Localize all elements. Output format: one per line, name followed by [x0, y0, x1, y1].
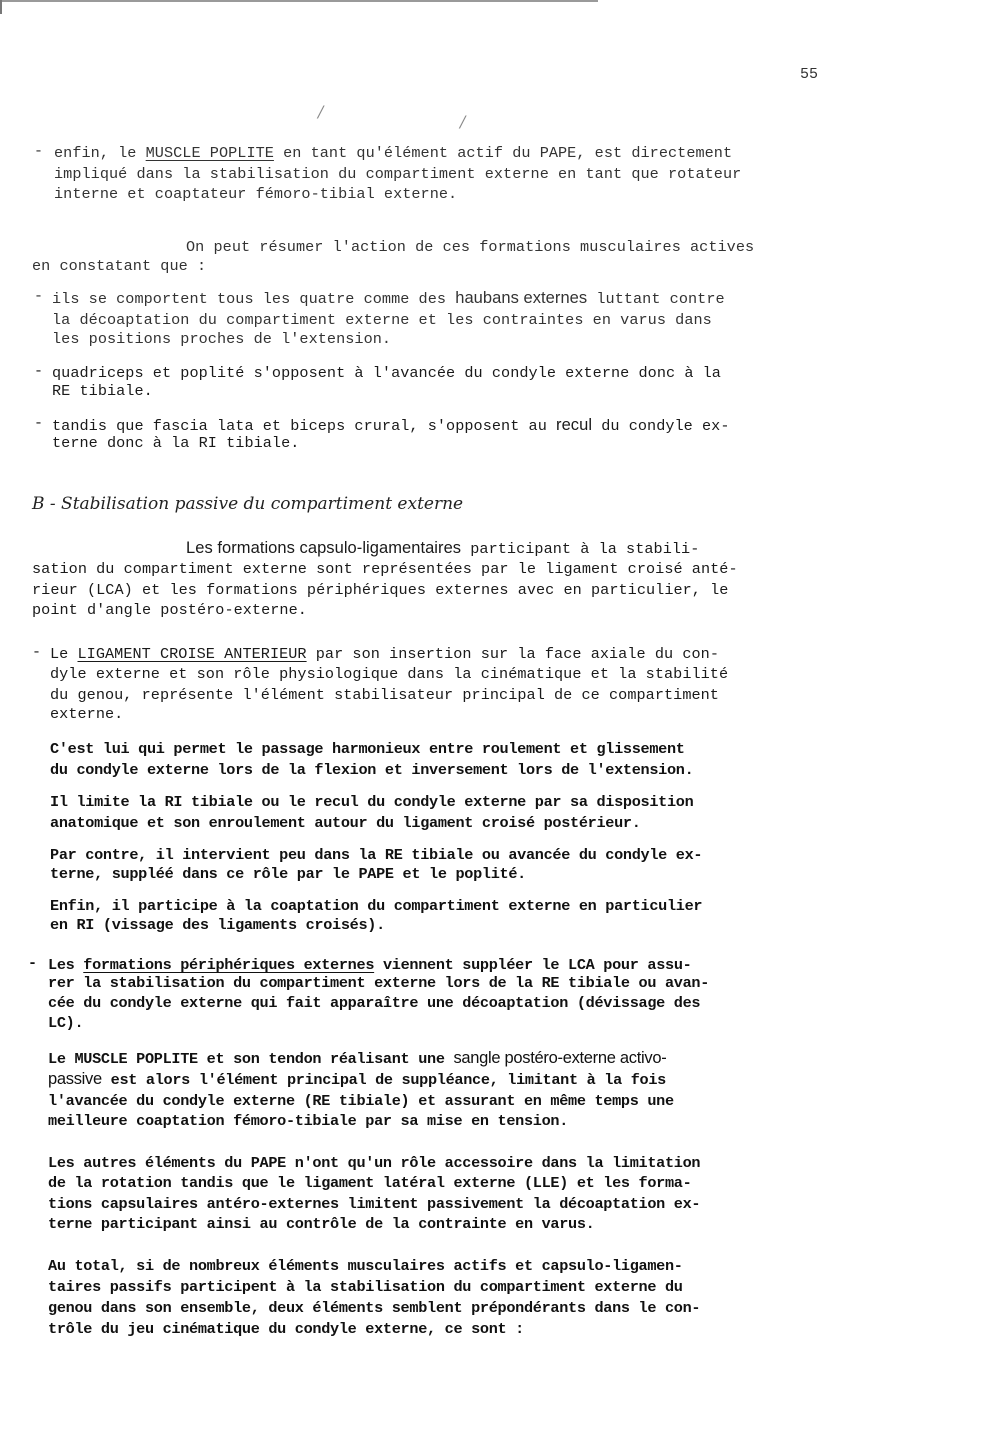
paragraph-line: l'avancée du condyle externe (RE tibiale) et assurant en même temps une [48, 1092, 674, 1110]
scan-top-border [0, 0, 598, 2]
underlined-term: MUSCLE POPLITE [145, 144, 274, 162]
text: enfin, le [54, 144, 146, 162]
paragraph-line: quadriceps et poplité s'opposent à l'avancée du condyle externe donc à la [52, 364, 721, 382]
paragraph-line: genou dans son ensemble, deux éléments semblent prépondérants dans le con- [48, 1299, 701, 1317]
text: par son insertion sur la face axiale du con- [306, 645, 719, 663]
bullet-dash: - [34, 415, 44, 432]
scan-left-border [0, 0, 2, 14]
paragraph-line: point d'angle postéro-externe. [32, 601, 307, 619]
text: en tant qu'élément actif du PAPE, est directement [273, 144, 733, 162]
paragraph-line [48, 1069, 666, 1090]
paragraph-line: cée du condyle externe qui fait apparaître une décoaptation (dévissage des [48, 994, 701, 1012]
paragraph-line: interne et coaptateur fémoro-tibial externe. [54, 185, 458, 203]
paragraph-line: la décoaptation du compartiment externe et les contraintes en varus dans [52, 311, 712, 329]
paragraph-line: dyle externe et son rôle physiologique dans la cinématique et la stabilité [50, 665, 729, 683]
paragraph-line: rer la stabilisation du compartiment externe lors de la RE tibiale ou avan- [48, 974, 710, 992]
paragraph-line [48, 955, 691, 975]
paragraph-line: externe. [50, 705, 124, 723]
paragraph-line: Les autres éléments du PAPE n'ont qu'un rôle accessoire dans la limitation [48, 1154, 701, 1172]
paragraph-line: sation du compartiment externe sont représentées par le ligament croisé anté- [32, 560, 738, 578]
paragraph-line: terne donc à la RI tibiale. [52, 434, 300, 452]
paragraph-line: terne, suppléé dans ce rôle par le PAPE et le poplité. [50, 865, 526, 883]
paragraph-line [48, 1048, 666, 1069]
paragraph-line: anatomique et son enroulement autour du ligament croisé postérieur. [50, 814, 641, 832]
paragraph-line: trôle du jeu cinématique du condyle externe, ce sont : [48, 1320, 524, 1338]
bullet-dash: - [34, 143, 44, 160]
paragraph-line: de la rotation tandis que le ligament latéral externe (LLE) et les forma- [48, 1174, 692, 1192]
paragraph-line [186, 538, 699, 559]
paragraph-line: rieur (LCA) et les formations périphériques externes avec en particulier, le [32, 581, 729, 599]
text: est alors l'élément principal de suppléance, limitant à la fois [101, 1071, 666, 1089]
paragraph-line: en constatant que : [32, 257, 207, 275]
text: participant à la stabili- [461, 540, 700, 558]
paragraph-line: impliqué dans la stabilisation du compartiment externe en tant que rotateur [54, 165, 742, 183]
text: viennent suppléer le LCA pour assu- [374, 956, 692, 974]
paragraph-line: taires passifs participent à la stabilisation du compartiment externe du [48, 1278, 683, 1296]
bullet-dash: - [34, 288, 44, 305]
paragraph-line: terne participant ainsi au contrôle de la contrainte en varus. [48, 1215, 595, 1233]
paragraph-line: du condyle externe lors de la flexion et inversement lors de l'extension. [50, 761, 694, 779]
section-heading: B - Stabilisation passive du compartiment externe [32, 494, 464, 514]
text: Le [50, 645, 78, 663]
underlined-term: LIGAMENT CROISE ANTERIEUR [77, 645, 307, 663]
text: Les [48, 956, 84, 974]
paragraph-line: Par contre, il intervient peu dans la RE tibiale ou avancée du condyle ex- [50, 846, 703, 864]
paragraph-line: Enfin, il participe à la coaptation du compartiment externe en particulier [50, 897, 703, 915]
paragraph-line: les positions proches de l'extension. [52, 330, 392, 348]
paragraph-line: On peut résumer l'action de ces formations musculaires actives [186, 238, 755, 256]
paragraph-line [54, 143, 732, 163]
paragraph-line: C'est lui qui permet le passage harmonieux entre roulement et glissement [50, 740, 685, 758]
bullet-dash: - [28, 955, 37, 972]
emphasized-term: Les formations capsulo-ligamentaires [186, 539, 462, 557]
paragraph-line: du genou, représente l'élément stabilisateur principal de ce compartiment [50, 686, 719, 704]
emphasized-term: haubans externes [455, 289, 588, 307]
paragraph-line [52, 288, 725, 309]
bullet-dash: - [32, 644, 42, 661]
bullet-dash: - [34, 363, 44, 380]
emphasized-term: passive [48, 1070, 102, 1088]
text: tandis que fascia lata et biceps crural, s'opposent au [52, 417, 557, 435]
paragraph-line [50, 644, 719, 664]
paragraph-line: Il limite la RI tibiale ou le recul du condyle externe par sa disposition [50, 793, 694, 811]
text: ils se comportent tous les quatre comme des [52, 290, 456, 308]
paragraph-line: meilleure coaptation fémoro-tibiale par sa mise en tension. [48, 1112, 569, 1130]
underlined-term: formations périphériques externes [83, 956, 375, 974]
pen-mark: / [318, 102, 324, 121]
text: Le MUSCLE POPLITE et son tendon réalisant une [48, 1050, 454, 1068]
paragraph-line: tions capsulaires antéro-externes limitent passivement la décoaptation ex- [48, 1195, 701, 1213]
emphasized-term: recul [556, 416, 593, 434]
page-number: 55 [800, 66, 819, 83]
paragraph-line: LC). [48, 1014, 84, 1032]
paragraph-line: RE tibiale. [52, 382, 153, 400]
paragraph-line: en RI (vissage des ligaments croisés). [50, 916, 385, 934]
emphasized-term: sangle postéro-externe activo- [453, 1049, 667, 1067]
pen-mark: / [460, 112, 466, 131]
text: du condyle ex- [592, 417, 730, 435]
text: luttant contre [587, 290, 725, 308]
paragraph-line: Au total, si de nombreux éléments musculaires actifs et capsulo-ligamen- [48, 1257, 683, 1275]
